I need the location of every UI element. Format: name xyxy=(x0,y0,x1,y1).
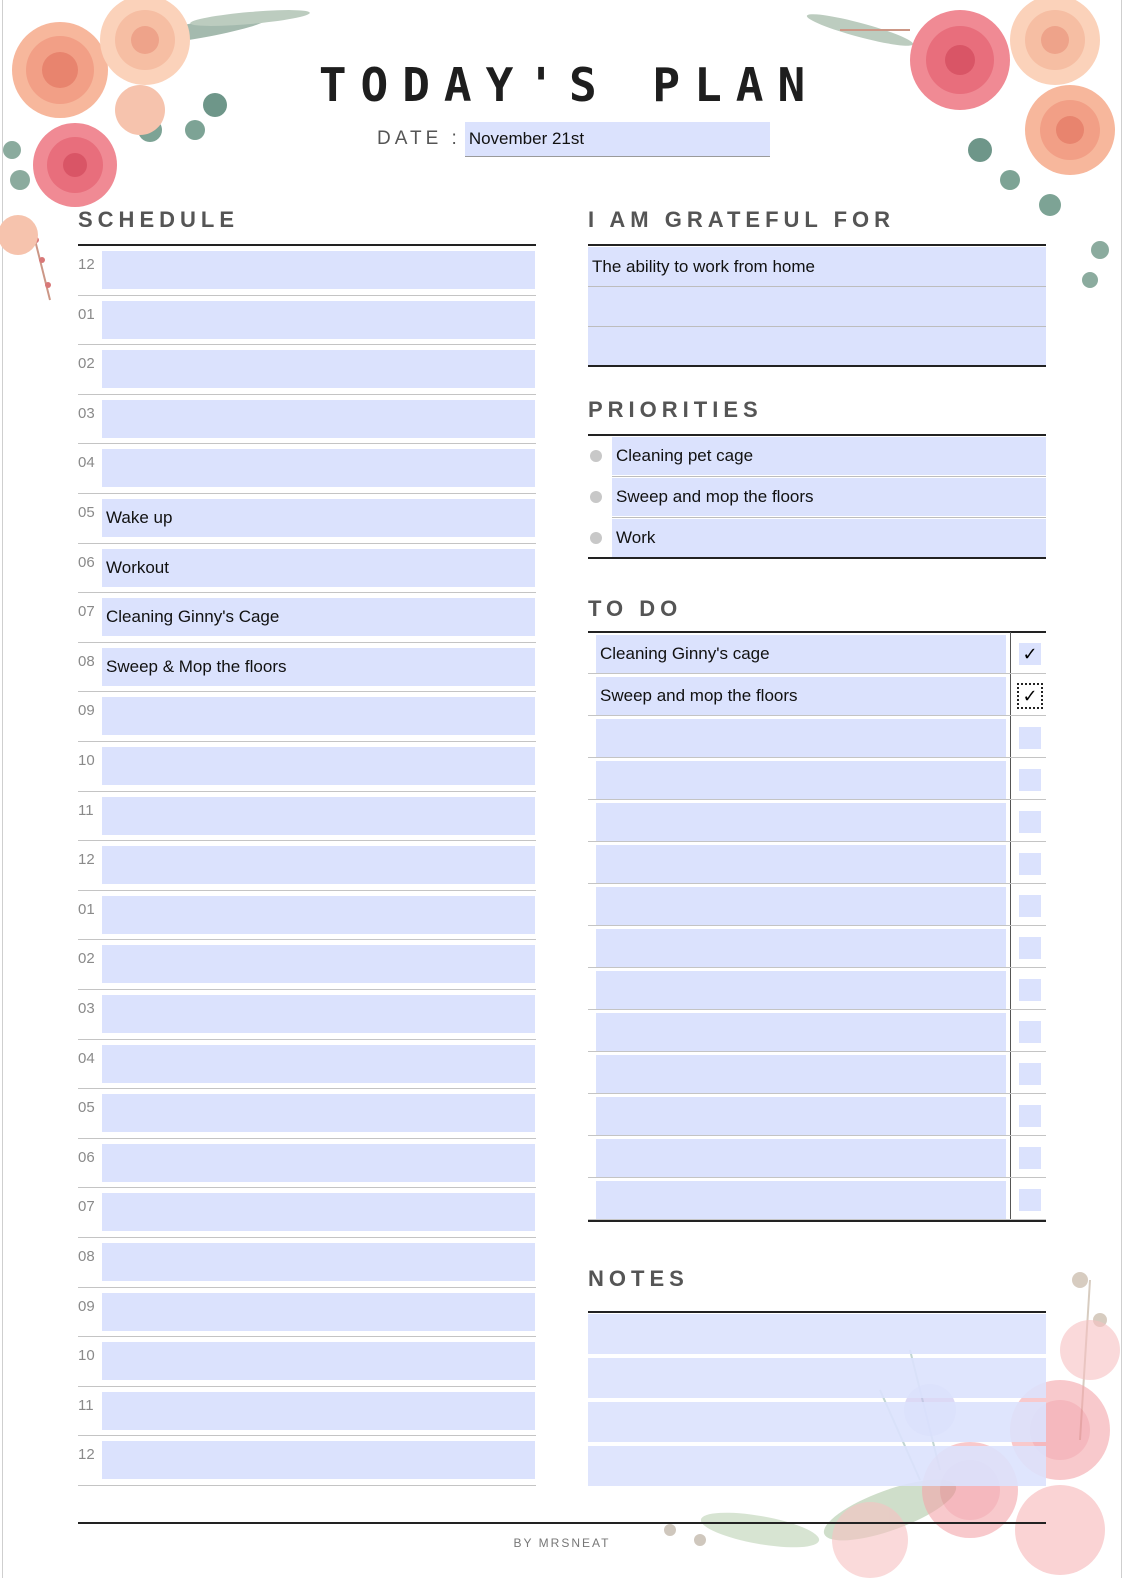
priority-row xyxy=(588,436,1046,477)
bullet-dot-icon xyxy=(590,450,602,462)
note-line-field[interactable] xyxy=(588,1314,1046,1354)
schedule-hour: 07 xyxy=(78,1198,95,1216)
todo-field[interactable]: Cleaning Ginny's cage xyxy=(596,635,1006,673)
priority-row xyxy=(588,477,1046,518)
todo-column-separator xyxy=(1010,758,1011,800)
todo-column-separator xyxy=(1010,1094,1011,1136)
schedule-hour: 05 xyxy=(78,504,95,521)
schedule-hour: 04 xyxy=(78,1049,95,1067)
schedule-hour: 09 xyxy=(78,1297,95,1315)
schedule-row xyxy=(78,593,536,643)
schedule-field[interactable] xyxy=(102,1392,535,1430)
schedule-row xyxy=(78,1089,536,1139)
grateful-field-1[interactable]: The ability to work from home xyxy=(588,247,1046,286)
schedule-row xyxy=(78,692,536,742)
todo-column-separator xyxy=(1010,884,1011,926)
schedule-field[interactable] xyxy=(102,1094,535,1132)
todo-checkbox[interactable] xyxy=(1019,1105,1041,1127)
schedule-row xyxy=(78,891,536,941)
schedule-row xyxy=(78,990,536,1040)
todo-field[interactable] xyxy=(596,1055,1006,1093)
schedule-title: SCHEDULE xyxy=(78,207,240,232)
todo-row xyxy=(588,674,1046,716)
priorities-bottom-rule xyxy=(588,557,1046,559)
todo-row xyxy=(588,1094,1046,1136)
todo-row xyxy=(588,758,1046,800)
schedule-field[interactable] xyxy=(102,1193,535,1231)
checkmark-icon: ✓ xyxy=(1022,685,1038,707)
todo-column-separator xyxy=(1010,800,1011,842)
schedule-row xyxy=(78,841,536,891)
todo-checkbox[interactable] xyxy=(1019,1063,1041,1085)
schedule-hour: 06 xyxy=(78,1148,95,1166)
schedule-hour: 12 xyxy=(78,1446,95,1464)
todo-checkbox[interactable] xyxy=(1019,811,1041,833)
todo-title: TO DO xyxy=(588,596,683,621)
priorities-title: PRIORITIES xyxy=(588,397,763,422)
priority-field[interactable]: Sweep and mop the floors xyxy=(612,478,1046,516)
note-line-field[interactable] xyxy=(588,1402,1046,1442)
todo-column-separator xyxy=(1010,1010,1011,1052)
schedule-row xyxy=(78,1040,536,1090)
todo-field[interactable] xyxy=(596,1013,1006,1051)
todo-checkbox[interactable] xyxy=(1019,979,1041,1001)
schedule-field[interactable]: Sweep & Mop the floors xyxy=(102,648,535,686)
schedule-hour: 03 xyxy=(78,404,95,422)
date-label: DATE : xyxy=(377,128,461,149)
schedule-hour: 12 xyxy=(78,256,95,273)
schedule-row xyxy=(78,1436,536,1486)
todo-field[interactable] xyxy=(596,1181,1006,1219)
schedule-row xyxy=(78,246,536,296)
schedule-field[interactable] xyxy=(102,1293,535,1331)
schedule-row xyxy=(78,494,536,544)
schedule-field[interactable] xyxy=(102,1441,535,1479)
todo-column-separator xyxy=(1010,968,1011,1010)
todo-checkbox[interactable] xyxy=(1019,937,1041,959)
todo-row xyxy=(588,842,1046,884)
todo-row xyxy=(588,632,1046,674)
schedule-hour: 12 xyxy=(78,851,95,869)
grateful-top-rule xyxy=(588,244,1046,246)
schedule-row xyxy=(78,1337,536,1387)
todo-checkbox[interactable] xyxy=(1019,1021,1041,1043)
todo-checkbox[interactable] xyxy=(1019,1189,1041,1211)
schedule-hour: 11 xyxy=(78,1396,94,1414)
date-field[interactable]: November 21st xyxy=(465,122,770,157)
schedule-row xyxy=(78,792,536,842)
grateful-title: I AM GRATEFUL FOR xyxy=(588,207,896,232)
priority-field[interactable]: Cleaning pet cage xyxy=(612,437,1046,475)
schedule-hour: 04 xyxy=(78,454,95,472)
todo-field[interactable] xyxy=(596,845,1006,883)
schedule-row xyxy=(78,643,536,693)
todo-column-separator xyxy=(1010,674,1011,716)
todo-row xyxy=(588,1052,1046,1094)
bullet-dot-icon xyxy=(590,532,602,544)
todo-column-separator xyxy=(1010,1178,1011,1220)
page-title: TODAY'S PLAN xyxy=(318,58,820,112)
schedule-hour: 09 xyxy=(78,702,95,720)
footer-rule xyxy=(78,1522,1046,1524)
date-row xyxy=(377,121,770,157)
schedule-hour: 06 xyxy=(78,553,95,571)
schedule-field[interactable] xyxy=(102,301,535,339)
schedule-hour: 10 xyxy=(78,1347,95,1365)
schedule-row-divider xyxy=(78,1485,536,1486)
schedule-field[interactable] xyxy=(102,251,535,289)
note-line-field[interactable] xyxy=(588,1446,1046,1486)
todo-field[interactable] xyxy=(596,887,1006,925)
todo-row xyxy=(588,1178,1046,1220)
bullet-dot-icon xyxy=(590,491,602,503)
notes-rule xyxy=(588,1311,1046,1313)
grateful-bottom-rule xyxy=(588,365,1046,367)
schedule-hour: 08 xyxy=(78,652,95,670)
schedule-field[interactable]: Cleaning Ginny's Cage xyxy=(102,598,535,636)
schedule-field[interactable]: Workout xyxy=(102,549,535,587)
todo-row xyxy=(588,800,1046,842)
checkmark-icon: ✓ xyxy=(1022,643,1038,665)
notes-title: NOTES xyxy=(588,1266,689,1291)
todo-column-separator xyxy=(1010,1136,1011,1178)
schedule-row xyxy=(78,544,536,594)
schedule-row xyxy=(78,345,536,395)
schedule-hour: 02 xyxy=(78,950,95,968)
todo-row xyxy=(588,1010,1046,1052)
schedule-field[interactable] xyxy=(102,1045,535,1083)
todo-column-separator xyxy=(1010,926,1011,968)
todo-column-separator xyxy=(1010,842,1011,884)
todo-field[interactable]: Sweep and mop the floors xyxy=(596,677,1006,715)
schedule-row xyxy=(78,1139,536,1189)
todo-field[interactable] xyxy=(596,1097,1006,1135)
todo-row xyxy=(588,884,1046,926)
todo-checkbox[interactable] xyxy=(1019,853,1041,875)
todo-row xyxy=(588,716,1046,758)
schedule-field[interactable] xyxy=(102,896,535,934)
todo-field[interactable] xyxy=(596,1139,1006,1177)
schedule-row xyxy=(78,444,536,494)
schedule-row xyxy=(78,1188,536,1238)
todo-field[interactable] xyxy=(596,803,1006,841)
schedule-field[interactable] xyxy=(102,400,535,438)
footer-credit: BY MRSNEAT xyxy=(513,1536,611,1550)
schedule-field[interactable] xyxy=(102,697,535,735)
schedule-field[interactable] xyxy=(102,995,535,1033)
schedule-row xyxy=(78,1288,536,1338)
priority-field[interactable]: Work xyxy=(612,519,1046,557)
todo-row xyxy=(588,1136,1046,1178)
schedule-hour: 08 xyxy=(78,1248,95,1265)
schedule-field[interactable] xyxy=(102,1144,535,1182)
todo-field[interactable] xyxy=(596,971,1006,1009)
schedule-row xyxy=(78,296,536,346)
todo-column-separator xyxy=(1010,1052,1011,1094)
schedule-field[interactable] xyxy=(102,1243,535,1281)
todo-column-separator xyxy=(1010,716,1011,758)
todo-checkbox[interactable] xyxy=(1019,727,1041,749)
schedule-hour: 01 xyxy=(78,305,95,323)
schedule-field[interactable] xyxy=(102,1342,535,1380)
note-line-field[interactable] xyxy=(588,1358,1046,1398)
todo-field[interactable] xyxy=(596,719,1006,757)
schedule-field[interactable] xyxy=(102,747,535,785)
todo-checkbox[interactable] xyxy=(1019,1147,1041,1169)
todo-checkbox[interactable] xyxy=(1019,895,1041,917)
schedule-row xyxy=(78,940,536,990)
todo-field[interactable] xyxy=(596,929,1006,967)
schedule-hour: 01 xyxy=(78,900,95,918)
schedule-field[interactable] xyxy=(102,449,535,487)
schedule-row xyxy=(78,395,536,445)
schedule-hour: 10 xyxy=(78,752,95,769)
schedule-hour: 03 xyxy=(78,1000,95,1017)
schedule-row xyxy=(78,1387,536,1437)
todo-bottom-rule xyxy=(588,1220,1046,1222)
todo-column-separator xyxy=(1010,632,1011,674)
todo-row xyxy=(588,968,1046,1010)
schedule-hour: 02 xyxy=(78,355,95,373)
schedule-field[interactable] xyxy=(102,797,535,835)
todo-checkbox[interactable] xyxy=(1019,643,1041,665)
schedule-hour: 11 xyxy=(78,801,94,819)
priority-row xyxy=(588,518,1046,559)
schedule-row xyxy=(78,742,536,792)
schedule-field[interactable]: Wake up xyxy=(102,499,535,537)
schedule-field[interactable] xyxy=(102,846,535,884)
schedule-hour: 07 xyxy=(78,603,95,621)
todo-checkbox[interactable] xyxy=(1019,769,1041,791)
schedule-field[interactable] xyxy=(102,350,535,388)
schedule-hour: 05 xyxy=(78,1099,95,1117)
grateful-field-3[interactable] xyxy=(588,327,1046,366)
todo-row xyxy=(588,926,1046,968)
schedule-row xyxy=(78,1238,536,1288)
grateful-field-2[interactable] xyxy=(588,287,1046,326)
todo-field[interactable] xyxy=(596,761,1006,799)
schedule-field[interactable] xyxy=(102,945,535,983)
todo-checkbox[interactable] xyxy=(1019,685,1041,707)
